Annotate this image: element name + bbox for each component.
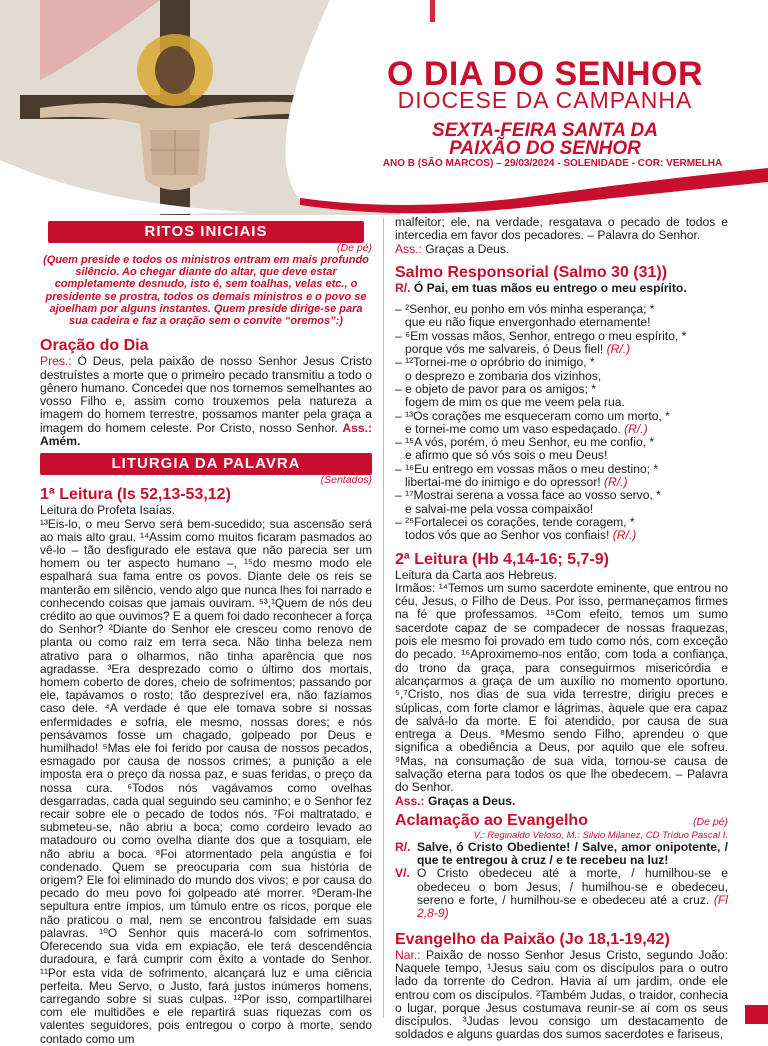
aclamacao-v-label: V/.	[395, 866, 410, 881]
leitura2-text: Irmãos: ¹⁴Temos um sumo sacerdote eminente, que entrou no céu, Jesus, o Filho de Deus. Por isso, permaneçamos firmes na fé que professamos. ¹⁵Com efeito, temos um sumo sacerdote capaz de se compadecer de nossas fraquezas, pois ele mesmo foi provado em tudo como nós, com exceção do pecado. ¹⁶Aproximemo-nos então, com toda a confiança, do trono da graça, para conseguirmos misericórdia e alcançarmos a graça de um auxílio no momento oportuno. ⁵,⁷Cristo, nos dias de sua vida terrestre, dirigiu preces e súplicas, com forte clamor e lágrimas, àquele que era capaz de salvá-lo da morte. E foi atendido, por causa de sua entrega a Deus. ⁸Mesmo sendo Filho, aprendeu o que significa a obediência a Deus, por aquilo que ele sofreu. ⁹Mas, na consumação de sua vida, tornou-se causa de salvação eterna para todos os que lhe obedecem. – Palavra do Senhor.	[395, 580, 728, 795]
oracao-resp: Amém.	[40, 434, 81, 448]
salmo-response-marker: (R/.)	[603, 475, 628, 490]
salmo-stanzas	[395, 303, 728, 542]
page-corner-accent	[745, 1005, 768, 1024]
ritos-cue: (De pé)	[336, 242, 372, 254]
right-column	[395, 215, 728, 1042]
header	[0, 0, 768, 215]
leitura2-resp: Graças a Deus.	[424, 793, 516, 808]
ritos-rubric: (Quem preside e todos os ministros entram em mais profundo silêncio. Ao chegar diante do altar, que deve estar completamente desnudo, isto é, sem toalhas, velas etc., o presidente se prostra, todos os demais ministros e o povo se ajoelham por alguns instantes. Quem preside dirige-se para sua cadeira e faz a oração sem o convite “oremos”:)	[43, 254, 369, 328]
salmo-line: – ¹⁵A vós, porém, ó meu Senhor, eu me confio, *	[395, 435, 655, 450]
oracao-resp-label: Ass.:	[342, 420, 372, 435]
diocese-name: DIOCESE DA CAMPANHA	[397, 87, 693, 113]
aclamacao-v-ref: (Fl 2,8-9)	[417, 893, 728, 921]
salmo-line: porque vós me salvareis, ó Deus fiel! (R/.)	[405, 342, 631, 357]
aclamacao-v-body	[417, 867, 728, 920]
salmo-refrain-label: R/.	[395, 280, 411, 295]
evangelho-text	[395, 949, 728, 1042]
leitura2-response	[395, 795, 728, 808]
liturgia-banner: LITURGIA DA PALAVRA	[40, 453, 372, 475]
salmo-refrain	[395, 282, 728, 295]
ritos-iniciais-banner: RITOS INICIAIS	[48, 221, 364, 243]
celebration-title-line1: SEXTA-FEIRA SANTA DA	[432, 120, 658, 141]
aclamacao-header	[395, 812, 728, 830]
leitura2-subtitle: Leitura da Carta aos Hebreus.	[395, 567, 558, 582]
salmo-line: que eu não fique envergonhado eternamente!	[405, 315, 651, 330]
left-column	[40, 218, 372, 1046]
leitura1-subtitle: Leitura do Profeta Isaías.	[40, 503, 176, 518]
salmo-line: – ²⁵Fortalecei os corações, tende coragem, *	[395, 514, 635, 529]
top-accent-bar	[430, 0, 435, 22]
salmo-line: o desprezo e zombaria dos vizinhos,	[405, 368, 602, 383]
salmo-response-marker: (R/.)	[606, 342, 631, 357]
leitura1-title: 1ª Leitura (Is 52,13-53,12)	[40, 486, 231, 504]
column-divider	[383, 218, 384, 1018]
aclamacao-credit: V.: Reginaldo Veloso, M.: Silvio Milanez, CD Tríduo Pascal I.	[473, 829, 728, 841]
aclamacao-r-text: Salve, ó Cristo Obediente! / Salve, amor onipotente, / que te entregou à cruz / e te recebeu na luz!	[417, 839, 728, 868]
salmo-line: libertai-me do inimigo e do opressor! (R/.)	[405, 475, 628, 490]
leitura1-continuation	[395, 216, 728, 256]
aclamacao-cue: (De pé)	[692, 815, 728, 828]
salmo-line: fogem de mim os que me veem pela rua.	[405, 395, 625, 410]
salmo-refrain-text: Ó Pai, em tuas mãos eu entrego o meu espírito.	[410, 280, 687, 295]
leitura1-resp: Graças a Deus.	[421, 241, 510, 256]
salmo-line: – ⁶Em vossas mãos, Senhor, entrego o meu espírito, *	[395, 328, 687, 343]
salmo-line: e salvai-me pela vossa compaixão!	[405, 501, 594, 516]
salmo-line: – ¹⁶Eu entrego em vossas mãos o meu destino; *	[395, 461, 659, 476]
celebration-title-line2: PAIXÃO DO SENHOR	[449, 138, 641, 159]
salmo-line: – ¹²Tornei-me o opróbrio do inimigo, *	[395, 355, 595, 370]
evangelho-body: Paixão de nosso Senhor Jesus Cristo, segundo João: Naquele tempo, ¹Jesus saiu com os discípulos para o outro lado da torrente do Cedron. Havia aí um jardim, onde ele entrou com os discípulos. ²Também Judas, o traidor, conhecia o lugar, porque Jesus costumava reunir-se aí com os seus discípulos. ³Judas levou consigo um destacamento de soldados e alguns guardas dos sumos sacerdotes e fariseus,	[395, 947, 728, 1042]
leitura1-resp-label: Ass.:	[395, 241, 422, 256]
aclamacao-title: Aclamação ao Evangelho	[395, 811, 588, 829]
leitura1-cont-text: malfeitor; ele, na verdade, resgatava o pecado de todos e intercedia em favor dos pecadores. – Palavra do Senhor.	[395, 215, 728, 243]
aclamacao-verse	[395, 867, 728, 920]
oracao-text	[40, 355, 372, 448]
salmo-response-marker: (R/.)	[624, 421, 648, 436]
salmo-title: Salmo Responsorial (Salmo 30 (31))	[395, 263, 668, 281]
leitura2-resp-label: Ass.:	[395, 793, 425, 808]
evangelho-nar-label: Nar.:	[395, 947, 421, 962]
aclamacao-r-label: R/.	[395, 839, 411, 854]
salmo-line: – ¹⁷Mostrai serena a vossa face ao vosso servo, *	[395, 488, 661, 503]
evangelho-title: Evangelho da Paixão (Jo 18,1-19,42)	[395, 930, 670, 948]
publication-title: O DIA DO SENHOR	[386, 55, 704, 93]
leitura2-title: 2ª Leitura (Hb 4,14-16; 5,7-9)	[395, 550, 609, 568]
salmo-line: todos vós que ao Senhor vos confiais! (R/.)	[405, 528, 637, 543]
salmo-line: – ¹³Os corações me esqueceram como um morto, *	[395, 408, 670, 423]
aclamacao-v-text: O Cristo obedeceu até a morte, / humilhou-se e obedeceu o bom Jesus, / humilhou-se e obedeceu, sereno e forte, / humilhou-se e obedeceu até a cruz.	[417, 866, 728, 908]
aclamacao-refrain	[395, 841, 728, 868]
salmo-line: e afirmo que só vós sois o meu Deus!	[405, 448, 608, 463]
oracao-speaker: Pres.:	[40, 354, 72, 369]
leitura1-text: ¹³Eis-lo, o meu Servo será bem-sucedido; sua ascensão será ao mais alto grau. ¹⁴Assim como muitos ficaram pasmados ao vê-lo – tão desfigurado ele estava que não parecia ser um homem ou ter aspecto humano –, ¹⁵do mesmo modo ele espalhará sua fama entre os povos. Diante dele os reis se manterão em silêncio, vendo algo que nunca lhes foi narrado e conhecendo coisas que jamais ouviram. ⁵³,¹Quem de nós deu crédito ao que ouvimos? E a quem foi dado reconhecer a força do Senhor? ²Diante do Senhor ele cresceu como renovo de planta ou como raiz em terra seca. Não tinha beleza nem atrativo para o olharmos, não tinha aparência que nos agradasse. ³Era desprezado como o último dos mortais, homem coberto de dores, cheio de sofrimentos; passando por ele, tapávamos o rosto; tão desprezível era, não fazíamos caso dele. ⁴A verdade é que ele tomava sobre si nossas enfermidades e sofria, ele mesmo, nossas dores; e nós pensávamos fosse um chagado, golpeado por Deus e humilhado! ⁵Mas ele foi ferido por causa de nossos pecados, esmagado por causa de nossos crimes; a punição a ele imposta era o preço da nossa paz, e suas feridas, o preço da nossa cura. ⁶Todos nós vagávamos como ovelhas desgarradas, cada qual seguindo seu caminho; e o Senhor fez recair sobre ele o pecado de todos nós. ⁷Foi maltratado, e submeteu-se, não abriu a boca; como cordeiro levado ao matadouro ou como ovelha diante dos que a tosquiam, ele não abriu a boca. ⁸Foi atormentado pela angústia e foi condenado. Quem se preocuparia com sua história de origem? Ele foi eliminado do mundo dos vivos; e por causa do pecado do meu povo foi golpeado até morrer. ⁹Deram-lhe sepultura entre ímpios, um túmulo entre os ricos, porque ele não praticou o mal, nem se encontrou falsidade em suas palavras. ¹⁰O Senhor quis macerá-lo com sofrimentos. Oferecendo sua vida em expiação, ele terá descendência duradoura, e fará cumprir com êxito a vontade do Senhor. ¹¹Por esta vida de sofrimento, alcançará luz e uma ciência perfeita. Meu Servo, o Justo, fará justos inúmeros homens, carregando sobre si suas culpas. ¹²Por isso, compartilharei com ele multidões e ele repartirá suas riquezas com os valentes seguidores, pois entregou o corpo à morte, sendo contado como um	[40, 516, 372, 1046]
oracao-body: Ó Deus, pela paixão de nosso Senhor Jesus Cristo destruístes a morte que o primeiro pecado transmitiu a todo o gênero humano. Concedei que nos tornemos semelhantes ao vosso Filho e, assim como trouxemos pela natureza a imagem do homem terrestre, possamos manter pela graça a imagem do homem celeste. Por Cristo, nosso Senhor.	[40, 354, 372, 435]
salmo-line: – e objeto de pavor para os amigos; *	[395, 381, 597, 396]
salmo-response-marker: (R/.)	[612, 528, 637, 543]
liturgia-cue: (Sentados)	[320, 474, 372, 487]
salmo-line: – ²Senhor, eu ponho em vós minha esperança; *	[395, 302, 655, 317]
salmo-line: e tornei-me como um vaso espedaçado. (R/.)	[405, 421, 648, 436]
celebration-info: ANO B (SÃO MARCOS) – 29/03/2024 - SOLENIDADE - COR: VERMELHA	[382, 158, 723, 169]
oracao-title: Oração do Dia	[40, 337, 149, 355]
